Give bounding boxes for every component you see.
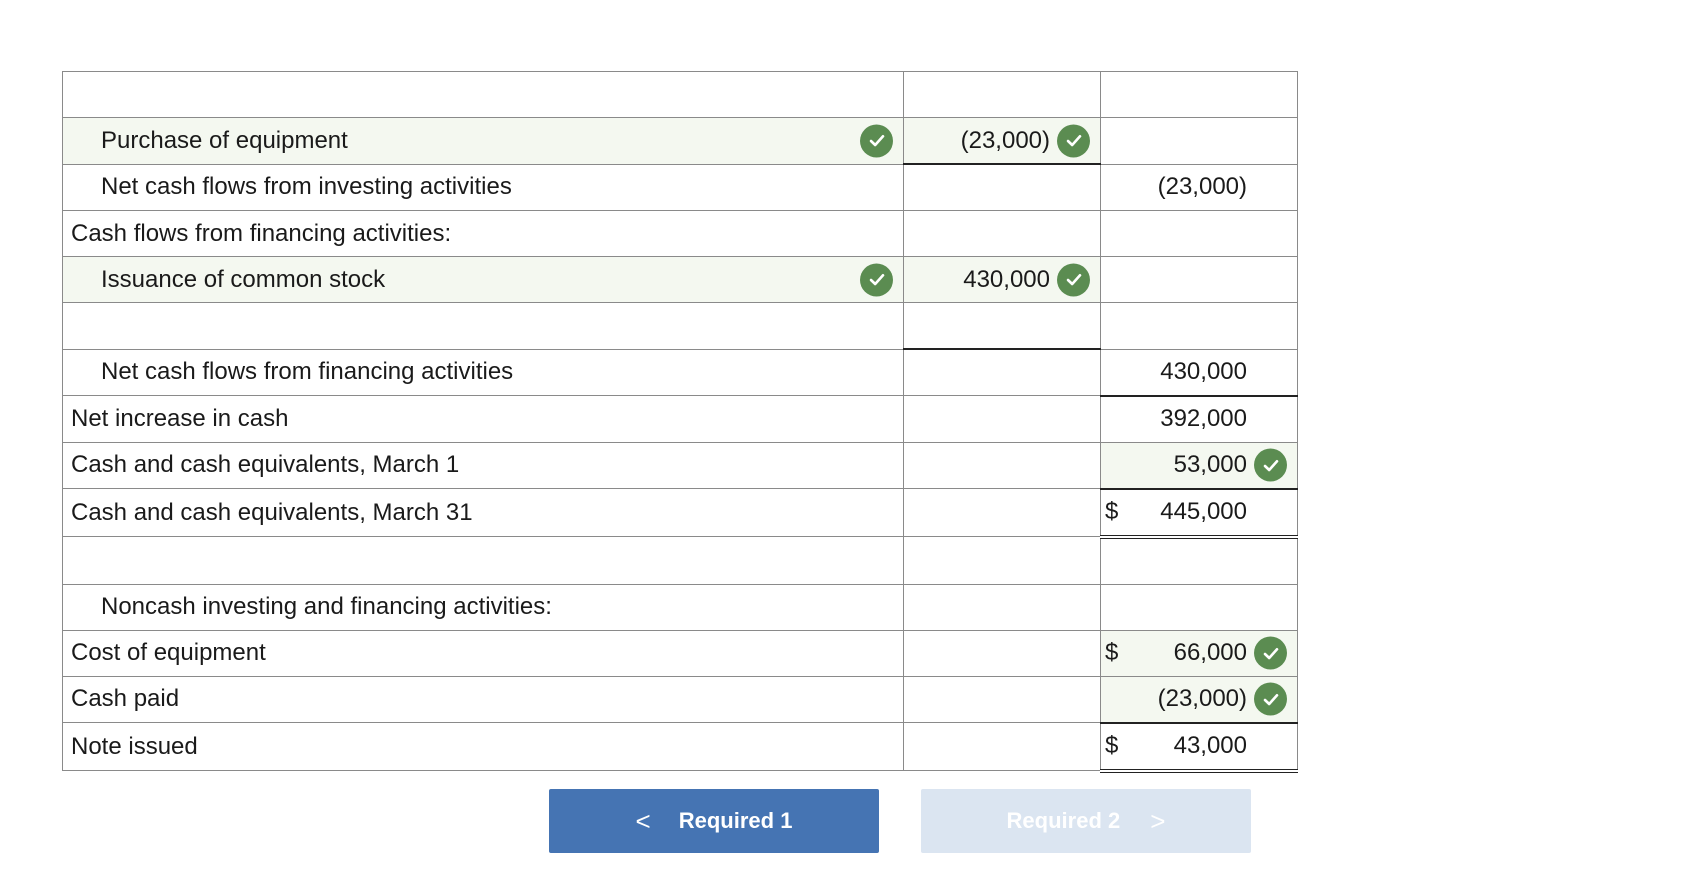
total-cell [1101, 303, 1298, 350]
label-cell [63, 442, 904, 489]
amount-cell [904, 537, 1101, 585]
total-cell [1101, 584, 1298, 630]
amount-cell [904, 676, 1101, 723]
amount-cell [904, 164, 1101, 211]
label-cell[interactable] [63, 303, 904, 350]
check-circle-icon [1254, 449, 1287, 482]
amount-cell[interactable] [904, 303, 1101, 350]
table-row [63, 537, 1298, 585]
amount-cell [904, 349, 1101, 396]
currency-symbol: $ [1105, 639, 1119, 666]
row-label: Cash flows from financing activities: [71, 219, 452, 247]
table-row [63, 349, 1298, 396]
check-circle-icon [860, 124, 893, 157]
label-cell [63, 537, 904, 585]
amount-cell [904, 584, 1101, 630]
total-cell[interactable] [1101, 676, 1298, 723]
row-label: Net cash flows from investing activities [101, 173, 512, 201]
check-circle-icon [1057, 124, 1090, 157]
table-row [63, 303, 1298, 350]
total-cell [1101, 723, 1298, 771]
table-row [63, 630, 1298, 676]
table-row [63, 257, 1298, 303]
row-label: Net cash flows from financing activities [101, 358, 514, 386]
required-2-button[interactable] [921, 789, 1251, 853]
amount-cell [904, 723, 1101, 771]
check-circle-icon [1254, 637, 1287, 670]
total-cell [1101, 118, 1298, 165]
row-label: Cost of equipment [71, 639, 266, 666]
check-circle-icon [1057, 263, 1090, 296]
table-row [63, 72, 1298, 118]
total-cell [1101, 72, 1298, 118]
required-1-label: Required 1 [678, 808, 793, 833]
chevron-left-icon: < [635, 805, 651, 836]
label-cell [63, 164, 904, 211]
amount-cell [904, 442, 1101, 489]
total-cell[interactable] [1101, 630, 1298, 676]
check-circle-icon [860, 263, 893, 296]
section-heading-cell [63, 584, 904, 630]
row-label: Cash and cash equivalents, March 31 [71, 498, 473, 526]
table-row [63, 584, 1298, 630]
amount-value: 430,000 [963, 265, 1050, 293]
total-cell [1101, 164, 1298, 211]
table-row [63, 396, 1298, 443]
required-2-label: Required 2 [1006, 808, 1121, 833]
amount-cell [904, 489, 1101, 537]
cash-flow-statement-table [62, 71, 1298, 773]
amount-cell[interactable] [904, 257, 1101, 303]
row-label: Noncash investing and financing activities: [101, 593, 552, 620]
row-label: Note issued [71, 732, 198, 760]
total-cell [1101, 489, 1298, 537]
label-cell [63, 676, 904, 723]
amount-cell [904, 396, 1101, 443]
label-cell [63, 630, 904, 676]
total-value: 392,000 [1160, 405, 1247, 432]
amount-cell [904, 72, 1101, 118]
amount-value: (23,000) [960, 126, 1050, 154]
table-row [63, 676, 1298, 723]
total-cell [1101, 396, 1298, 443]
chevron-right-icon: > [1150, 805, 1166, 836]
total-cell[interactable] [1101, 442, 1298, 489]
label-cell[interactable] [63, 257, 904, 303]
amount-cell [904, 211, 1101, 257]
check-circle-icon [1254, 683, 1287, 716]
amount-cell[interactable] [904, 118, 1101, 165]
label-cell [63, 396, 904, 443]
row-label: Issuance of common stock [101, 265, 386, 293]
label-cell [63, 349, 904, 396]
table-row [63, 442, 1298, 489]
total-value: (23,000) [1157, 173, 1247, 201]
section-heading-cell [63, 211, 904, 257]
total-value: 66,000 [1173, 639, 1247, 666]
row-label: Net increase in cash [71, 404, 289, 432]
total-cell [1101, 537, 1298, 585]
table-row [63, 211, 1298, 257]
table-row [63, 723, 1298, 771]
row-label: Cash paid [71, 685, 180, 713]
label-cell [63, 72, 904, 118]
currency-symbol: $ [1105, 498, 1119, 525]
row-label: Purchase of equipment [101, 126, 348, 154]
table-row [63, 118, 1298, 165]
table-row [63, 489, 1298, 537]
label-cell[interactable] [63, 118, 904, 165]
label-cell [63, 489, 904, 537]
total-value: 43,000 [1173, 732, 1247, 759]
total-value: (23,000) [1157, 685, 1247, 712]
total-cell [1101, 211, 1298, 257]
total-value: 53,000 [1173, 451, 1247, 478]
total-value: 430,000 [1160, 358, 1247, 385]
label-cell [63, 723, 904, 771]
total-cell [1101, 257, 1298, 303]
total-value: 445,000 [1160, 498, 1247, 525]
currency-symbol: $ [1105, 732, 1119, 759]
required-1-button[interactable] [549, 789, 879, 853]
total-cell [1101, 349, 1298, 396]
table-row [63, 164, 1298, 211]
row-label: Cash and cash equivalents, March 1 [71, 451, 460, 479]
amount-cell [904, 630, 1101, 676]
